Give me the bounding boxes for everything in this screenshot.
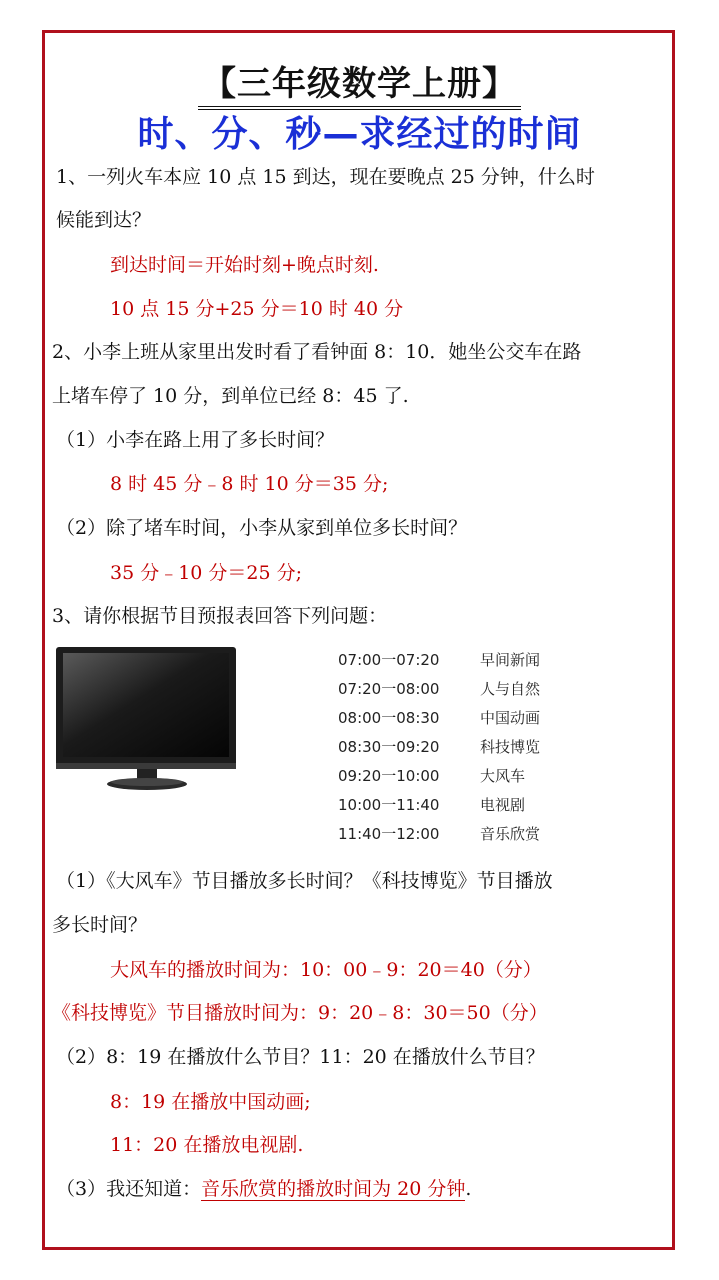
schedule-row bbox=[338, 819, 578, 848]
q3-sub3-prefix: （3）我还知道： bbox=[56, 1178, 202, 1200]
q3-sub1-line2: 多长时间？ bbox=[52, 914, 148, 936]
q3-answer2b: 11：20 在播放电视剧. bbox=[110, 1134, 304, 1156]
schedule-program: 早间新闻 bbox=[480, 651, 541, 669]
q2-text-line1: 2、小李上班从家里出发时看了看钟面 8：10．她坐公交车在路 bbox=[52, 341, 582, 363]
schedule-row bbox=[338, 703, 578, 732]
schedule-row bbox=[338, 645, 578, 674]
q3-answer1a: 大风车的播放时间为：10：00﹣9：20＝40（分） bbox=[110, 959, 542, 981]
q3-text: 3、请你根据节目预报表回答下列问题： bbox=[52, 605, 388, 627]
q1-answer-calc: 10 点 15 分+25 分＝10 时 40 分 bbox=[110, 298, 404, 320]
schedule-time: 11:40一12:00 bbox=[338, 825, 440, 843]
q1-text-line2: 候能到达？ bbox=[56, 209, 152, 231]
q3-sub1-line1: （1）《大风车》节目播放多长时间？《科技博览》节目播放 bbox=[56, 870, 553, 892]
q1-answer-formula: 到达时间＝开始时刻+晚点时刻. bbox=[110, 254, 379, 276]
schedule-program: 电视剧 bbox=[480, 796, 526, 814]
schedule-program: 人与自然 bbox=[480, 680, 541, 698]
schedule-time: 09:20一10:00 bbox=[338, 767, 440, 785]
schedule-program: 大风车 bbox=[480, 767, 526, 785]
schedule-row bbox=[338, 674, 578, 703]
q2-answer2: 35 分﹣10 分＝25 分; bbox=[110, 562, 303, 584]
schedule-time: 07:20一08:00 bbox=[338, 680, 440, 698]
q3-sub3-suffix: . bbox=[465, 1178, 472, 1200]
tv-monitor-image bbox=[54, 643, 240, 793]
q1-text-line1: 1、一列火车本应 10 点 15 到达，现在要晚点 25 分钟，什么时 bbox=[56, 166, 595, 188]
q3-sub3 bbox=[56, 1177, 471, 1201]
schedule-row bbox=[338, 732, 578, 761]
schedule-time: 10:00一11:40 bbox=[338, 796, 440, 814]
schedule-row bbox=[338, 761, 578, 790]
schedule-row bbox=[338, 790, 578, 819]
schedule-time: 08:30一09:20 bbox=[338, 738, 440, 756]
program-schedule bbox=[338, 645, 578, 848]
q3-answer1b: 《科技博览》节目播放时间为：9：20﹣8：30＝50（分） bbox=[52, 1002, 548, 1024]
schedule-time: 08:00一08:30 bbox=[338, 709, 440, 727]
schedule-time: 07:00一07:20 bbox=[338, 651, 440, 669]
q2-sub1: （1）小李在路上用了多长时间？ bbox=[56, 429, 335, 451]
schedule-program: 中国动画 bbox=[480, 709, 541, 727]
page-title: 【三年级数学上册】 bbox=[0, 56, 719, 105]
page-subtitle: 时、分、秒—求经过的时间 bbox=[137, 114, 582, 155]
schedule-program: 科技博览 bbox=[480, 738, 541, 756]
schedule-program: 音乐欣赏 bbox=[480, 825, 541, 843]
q2-sub2: （2）除了堵车时间，小李从家到单位多长时间？ bbox=[56, 517, 468, 539]
q2-text-line2: 上堵车停了 10 分，到单位已经 8：45 了. bbox=[52, 385, 409, 407]
q3-sub2: （2）8：19 在播放什么节目？11：20 在播放什么节目？ bbox=[56, 1046, 545, 1068]
q3-answer2a: 8：19 在播放中国动画; bbox=[110, 1091, 311, 1113]
q3-sub3-answer: 音乐欣赏的播放时间为 20 分钟 bbox=[201, 1178, 466, 1200]
q2-answer1: 8 时 45 分﹣8 时 10 分＝35 分; bbox=[110, 473, 389, 495]
